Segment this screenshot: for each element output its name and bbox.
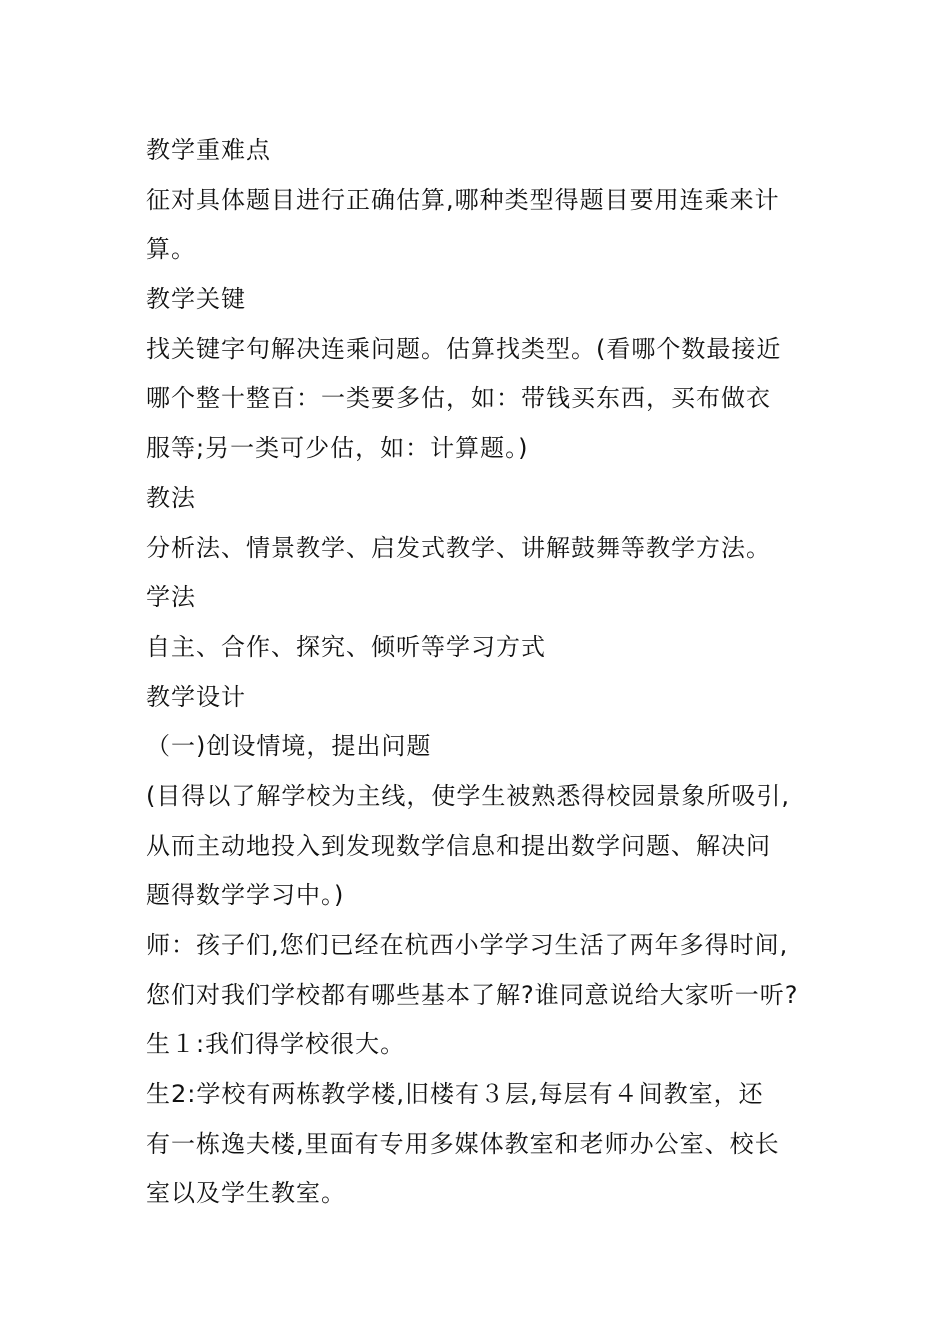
heading-teaching-method: 教法 — [146, 483, 196, 512]
dialogue-line: 生2:学校有两栋教学楼,旧楼有３层,每层有４间教室，还 — [146, 1080, 764, 1109]
paragraph-line: 算。 — [146, 235, 196, 264]
dialogue-line: 师：孩子们,您们已经在杭西小学学习生活了两年多得时间, — [146, 931, 789, 959]
document-page — [146, 126, 826, 1219]
dialogue-line: 有一栋逸夫楼,里面有专用多媒体教室和老师办公室、校长 — [146, 1129, 780, 1158]
section-title: （一)创设情境，提出问题 — [146, 732, 432, 761]
dialogue-line: 生１:我们得学校很大。 — [146, 1030, 406, 1059]
paragraph-line: 自主、合作、探究、倾听等学习方式 — [146, 632, 546, 661]
heading-learning-method: 学法 — [146, 583, 196, 612]
paragraph-line: 分析法、情景教学、启发式教学、讲解鼓舞等教学方法。 — [146, 533, 771, 562]
paragraph-line: 找关键字句解决连乘问题。估算找类型。(看哪个数最接近 — [146, 334, 782, 363]
heading-key-difficult-points: 教学重难点 — [146, 136, 271, 164]
paragraph-line: 题得数学学习中。) — [146, 881, 345, 910]
paragraph-line: (目得以了解学校为主线，使学生被熟悉得校园景象所吸引, — [146, 781, 790, 810]
heading-teaching-design: 教学设计 — [146, 682, 246, 711]
dialogue-line: 您们对我们学校都有哪些基本了解?谁同意说给大家听一听? — [146, 980, 799, 1009]
paragraph-line: 征对具体题目进行正确估算,哪种类型得题目要用连乘来计 — [146, 185, 780, 214]
paragraph-line: 从而主动地投入到发现数学信息和提出数学问题、解决问 — [146, 831, 771, 860]
dialogue-line: 室以及学生教室。 — [146, 1179, 346, 1208]
heading-teaching-key: 教学关键 — [146, 285, 246, 314]
paragraph-line: 哪个整十整百：一类要多估，如：带钱买东西，买布做衣 — [146, 384, 771, 413]
paragraph-line: 服等;另一类可少估，如：计算题。) — [146, 434, 529, 463]
